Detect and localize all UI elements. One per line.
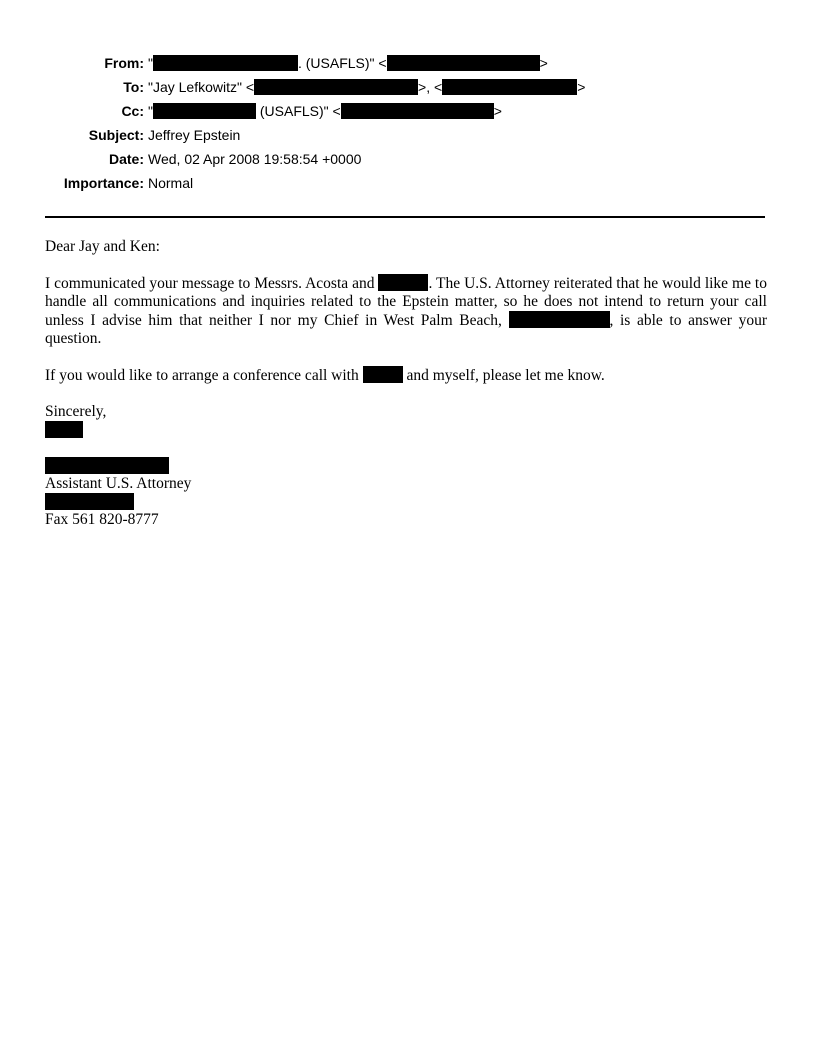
- signature-title: Assistant U.S. Attorney: [45, 475, 192, 492]
- to-value: "Jay Lefkowitz" < >, < >: [148, 79, 586, 95]
- redaction-block: [254, 79, 418, 95]
- redaction-block: [45, 457, 169, 474]
- redaction-block: [387, 55, 540, 71]
- paragraph-2: If you would like to arrange a conference call with and myself, please let me know.: [45, 367, 605, 384]
- greeting: Dear Jay and Ken:: [45, 238, 160, 255]
- importance-row: [0, 173, 816, 197]
- subject-row: [0, 125, 816, 149]
- paragraph-1: I communicated your message to Messrs. Acosta and . The U.S. Attorney reiterated that he would like me to handle all communications and inquiries related to the Epstein matter, so he does not intend to return your call unless I advise him that neither I nor my Chief in West Palm Beach, , is able to answer your question.: [45, 275, 767, 347]
- date-row: [0, 149, 816, 173]
- email-header: [0, 53, 816, 197]
- cc-row: [0, 101, 816, 125]
- importance-value: Normal: [148, 175, 194, 191]
- date-value: Wed, 02 Apr 2008 19:58:54 +0000: [148, 151, 362, 167]
- cc-label: Cc:: [121, 103, 144, 119]
- cc-value: " (USAFLS)" < >: [148, 103, 502, 119]
- date-label: Date:: [108, 151, 144, 167]
- closing: Sincerely,: [45, 403, 107, 420]
- signature-name: [45, 457, 767, 475]
- redaction-block: [442, 79, 577, 95]
- signature-fax: Fax 561 820-8777: [45, 511, 159, 528]
- importance-label: Importance:: [63, 175, 144, 191]
- redaction-block: [341, 103, 494, 119]
- to-label: To:: [123, 79, 144, 95]
- redaction-block: [45, 421, 83, 438]
- from-row: [0, 53, 816, 77]
- from-value: " . (USAFLS)" < >: [148, 55, 548, 71]
- subject-value: Jeffrey Epstein: [148, 127, 241, 143]
- redaction-block: [153, 103, 256, 119]
- email-body: [45, 238, 767, 529]
- redaction-block: [509, 311, 610, 328]
- header-divider: [45, 216, 765, 218]
- redaction-block: [363, 366, 403, 383]
- redaction-block: [45, 493, 134, 510]
- signature-phone: [45, 493, 767, 511]
- redaction-block: [378, 274, 428, 291]
- subject-label: Subject:: [88, 127, 144, 143]
- to-row: [0, 77, 816, 101]
- signature-initials: [45, 421, 767, 439]
- redaction-block: [153, 55, 298, 71]
- from-label: From:: [104, 55, 144, 71]
